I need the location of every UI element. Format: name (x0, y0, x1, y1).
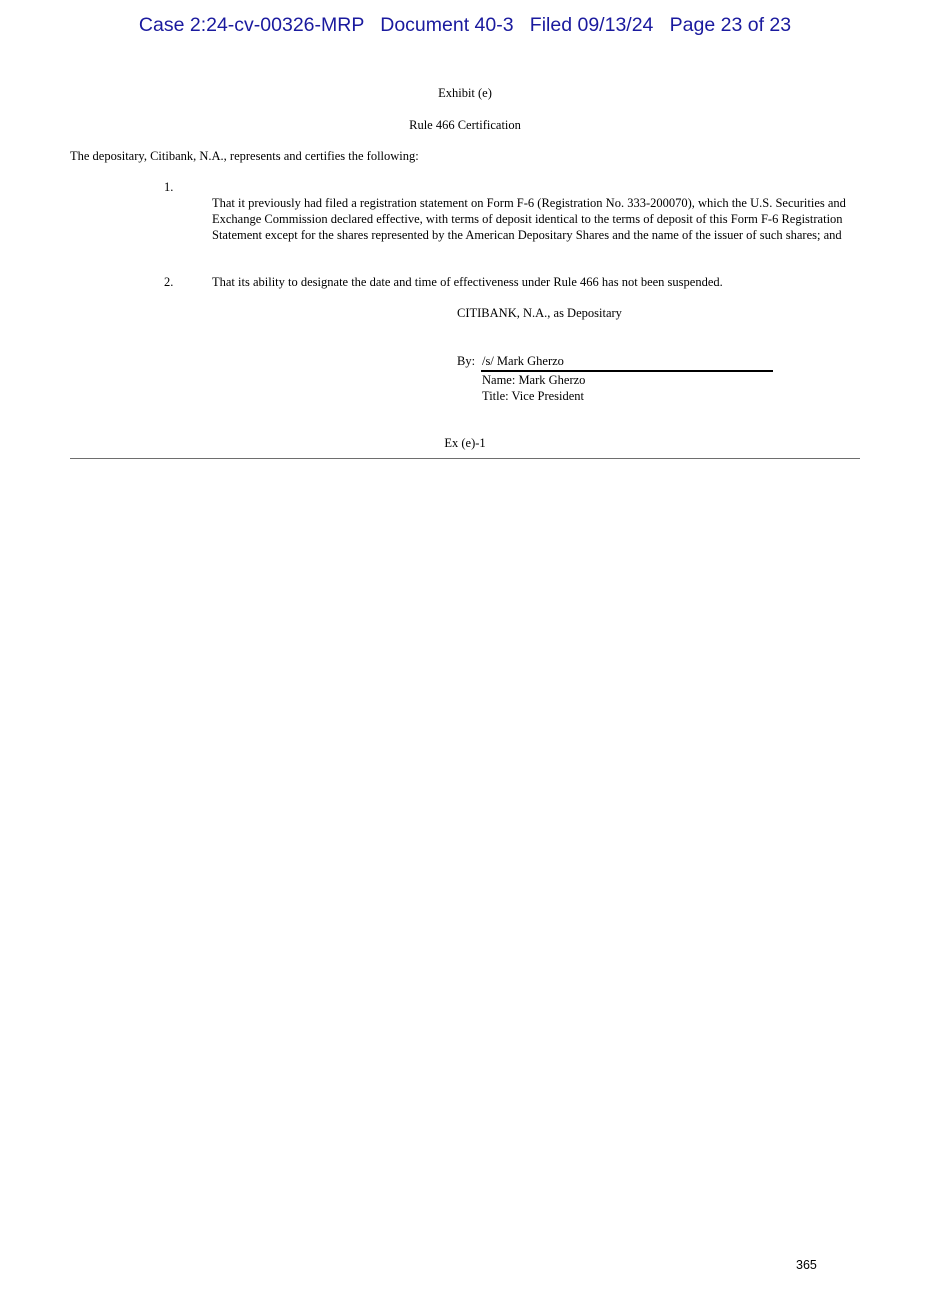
signatory-entity: CITIBANK, N.A., as Depositary (457, 306, 622, 320)
footer-divider (70, 458, 860, 459)
signatory-title: Title: Vice President (482, 389, 585, 403)
intro-paragraph: The depositary, Citibank, N.A., represents and certifies the following: (70, 149, 419, 163)
exhibit-label: Exhibit (e) (438, 86, 492, 100)
signature-line (481, 370, 773, 372)
exhibit-page-label: Ex (e)-1 (444, 436, 486, 450)
by-label: By: (457, 354, 476, 368)
list-item-number: 2. (164, 275, 174, 289)
case-header-stamp: Case 2:24-cv-00326-MRP Document 40-3 Filed 09/13/24 Page 23 of 23 (138, 14, 792, 36)
page-number: 365 (796, 1258, 817, 1272)
document-title: Rule 466 Certification (409, 118, 521, 132)
list-item-text: That it previously had filed a registration statement on Form F-6 (Registration No. 333-200070), which the U.S. Securities and Exchange Commission declared effective, with terms of deposit identical to the terms of deposit of this Form F-6 Registration Statement except for the shares represented by the American Depositary Shares and the name of the issuer of such shares; and (212, 196, 846, 242)
list-item-text: That its ability to designate the date and time of effectiveness under Rule 466 has not been suspended. (212, 275, 723, 289)
signature-value: /s/ Mark Gherzo (482, 354, 564, 368)
list-item-number: 1. (164, 180, 174, 194)
signatory-name: Name: Mark Gherzo (482, 373, 586, 387)
